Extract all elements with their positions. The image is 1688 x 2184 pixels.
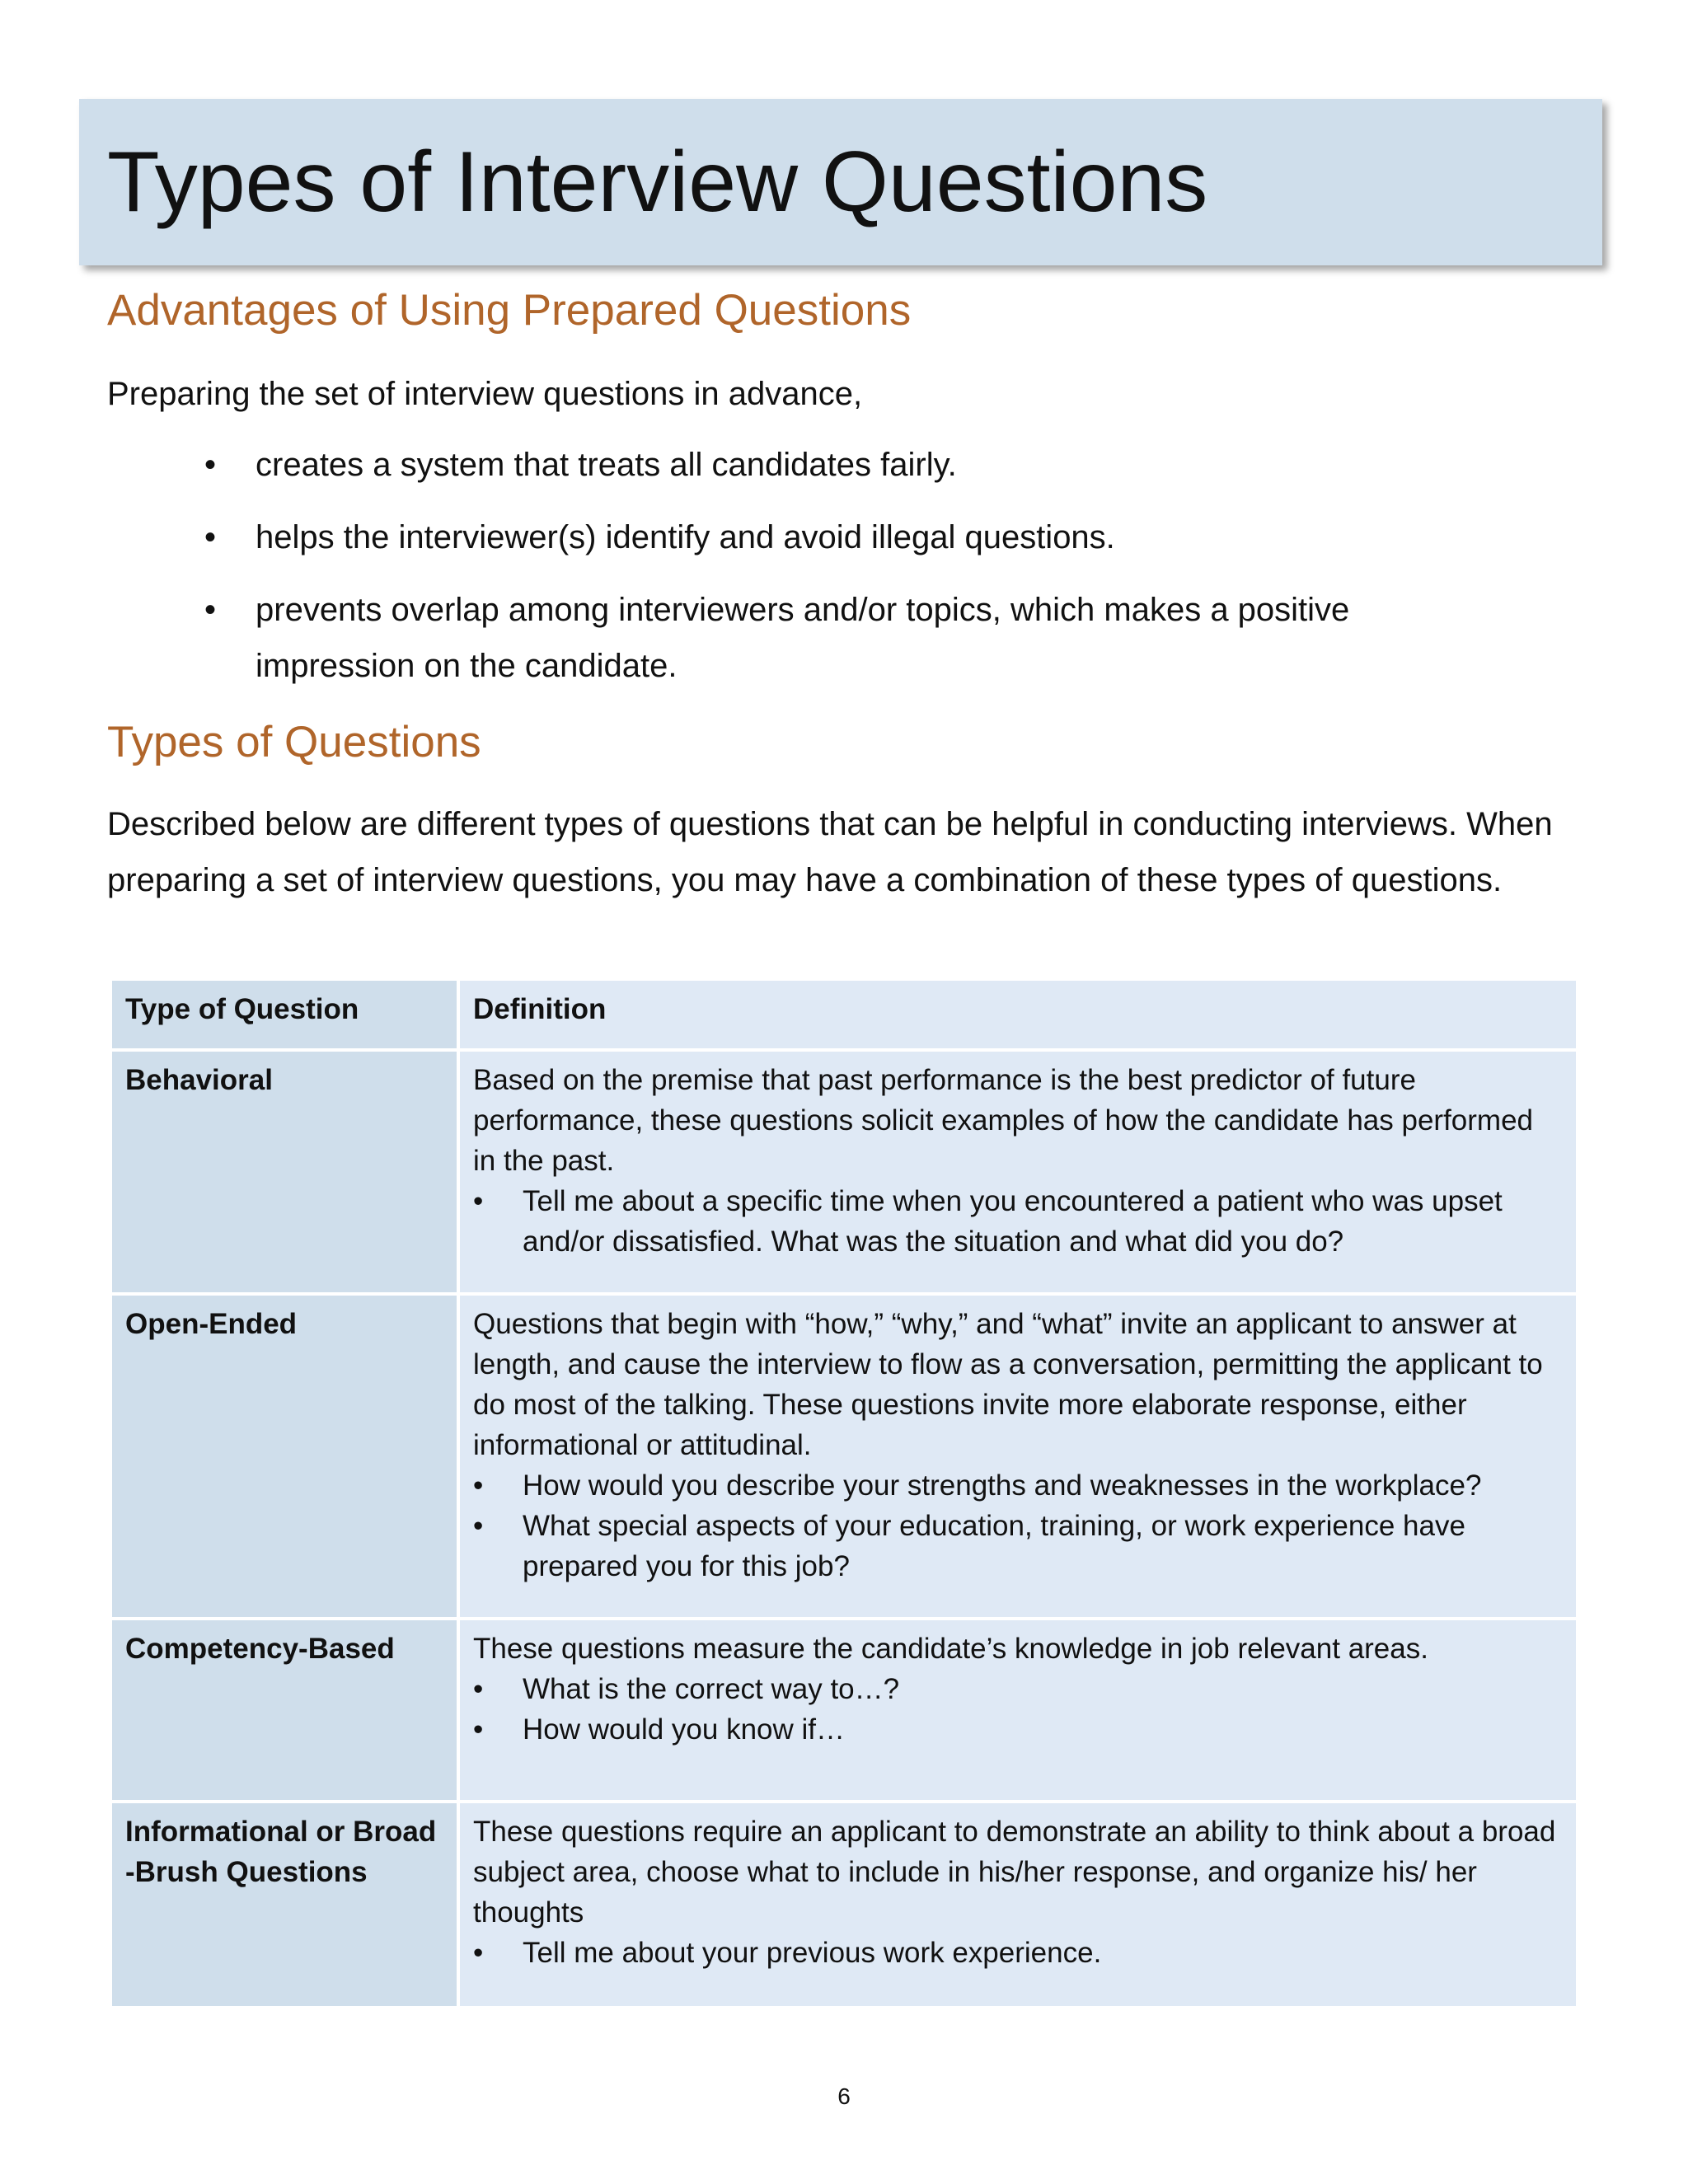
page-number: 6 [837, 2083, 851, 2109]
example-list [473, 1669, 1563, 1750]
definition-text: Questions that begin with “how,” “why,” and “what” invite an applicant to answer at length, and cause the interview to flow as a conversation, permitting the applicant to do most of the talking. These questions invite more elaborate response, either informational or attitudinal. [473, 1308, 1543, 1461]
definition-text: Based on the premise that past performance is the best predictor of future performance, these questions solicit examples of how the candidate has performed in the past. [473, 1064, 1533, 1177]
list-item-text: prevents overlap among interviewers and/or topics, which makes a positive impression on the candidate. [256, 592, 1350, 684]
bullet-icon: • [204, 592, 217, 628]
example-list [473, 1465, 1563, 1586]
bullet-icon: • [473, 1469, 484, 1502]
example-text: How would you describe your strengths and weaknesses in the workplace? [523, 1469, 1482, 1502]
example-text: How would you know if… [523, 1713, 845, 1746]
page-title: Types of Interview Questions [107, 134, 1208, 230]
title-banner [79, 99, 1602, 265]
question-type-cell: Competency-Based [112, 1620, 457, 1800]
example-list [473, 1181, 1563, 1262]
list-item [473, 1181, 1563, 1262]
table-header-type: Type of Question [112, 981, 457, 1048]
list-item-text: helps the interviewer(s) identify and avoid illegal questions. [256, 519, 1115, 555]
definition-text: These questions measure the candidate’s knowledge in job relevant areas. [473, 1633, 1428, 1665]
table-row [112, 1052, 1576, 1292]
question-type-cell: Open-Ended [112, 1296, 457, 1617]
list-item [473, 1709, 1563, 1750]
example-text: What is the correct way to…? [523, 1673, 900, 1705]
table-header-definition: Definition [460, 981, 1576, 1048]
list-item [473, 1669, 1563, 1709]
list-item [473, 1933, 1563, 1973]
bullet-icon: • [204, 447, 217, 483]
list-item [198, 437, 1500, 493]
example-list [473, 1933, 1563, 1973]
definition-cell [460, 1803, 1576, 2006]
list-item [198, 509, 1500, 565]
list-item-text: creates a system that treats all candidates fairly. [256, 447, 957, 483]
question-type-cell: Behavioral [112, 1052, 457, 1292]
section-heading-types: Types of Questions [107, 718, 481, 766]
table-row [112, 1803, 1576, 2006]
table-header-row [112, 981, 1576, 1048]
bullet-icon: • [473, 1510, 484, 1542]
list-item [198, 582, 1500, 694]
example-text: Tell me about your previous work experience. [523, 1937, 1102, 1969]
example-text: Tell me about a specific time when you encountered a patient who was upset and/or dissatisfied. What was the situation and what did you do? [523, 1185, 1503, 1258]
question-type-cell: Informational or Broad -Brush Questions [112, 1803, 457, 2006]
definition-cell [460, 1296, 1576, 1617]
list-item [473, 1465, 1563, 1506]
table-row [112, 1620, 1576, 1800]
types-intro: Described below are different types of questions that can be helpful in conducting interviews. When preparing a set of interview questions, you may have a combination of these types of questions. [107, 806, 1553, 898]
question-types-table [109, 977, 1579, 2009]
advantages-list [198, 437, 1500, 710]
list-item [473, 1506, 1563, 1586]
section-heading-advantages: Advantages of Using Prepared Questions [107, 286, 912, 335]
bullet-icon: • [473, 1673, 484, 1705]
definition-text: These questions require an applicant to demonstrate an ability to think about a broad subject area, choose what to include in his/her response, and organize his/ her thoughts [473, 1816, 1556, 1929]
advantages-intro: Preparing the set of interview questions in advance, [107, 376, 863, 412]
table-row [112, 1296, 1576, 1617]
definition-cell [460, 1620, 1576, 1800]
bullet-icon: • [204, 519, 217, 555]
bullet-icon: • [473, 1185, 484, 1217]
bullet-icon: • [473, 1937, 484, 1969]
bullet-icon: • [473, 1713, 484, 1746]
example-text: What special aspects of your education, training, or work experience have prepared you for this job? [523, 1510, 1465, 1582]
definition-cell [460, 1052, 1576, 1292]
